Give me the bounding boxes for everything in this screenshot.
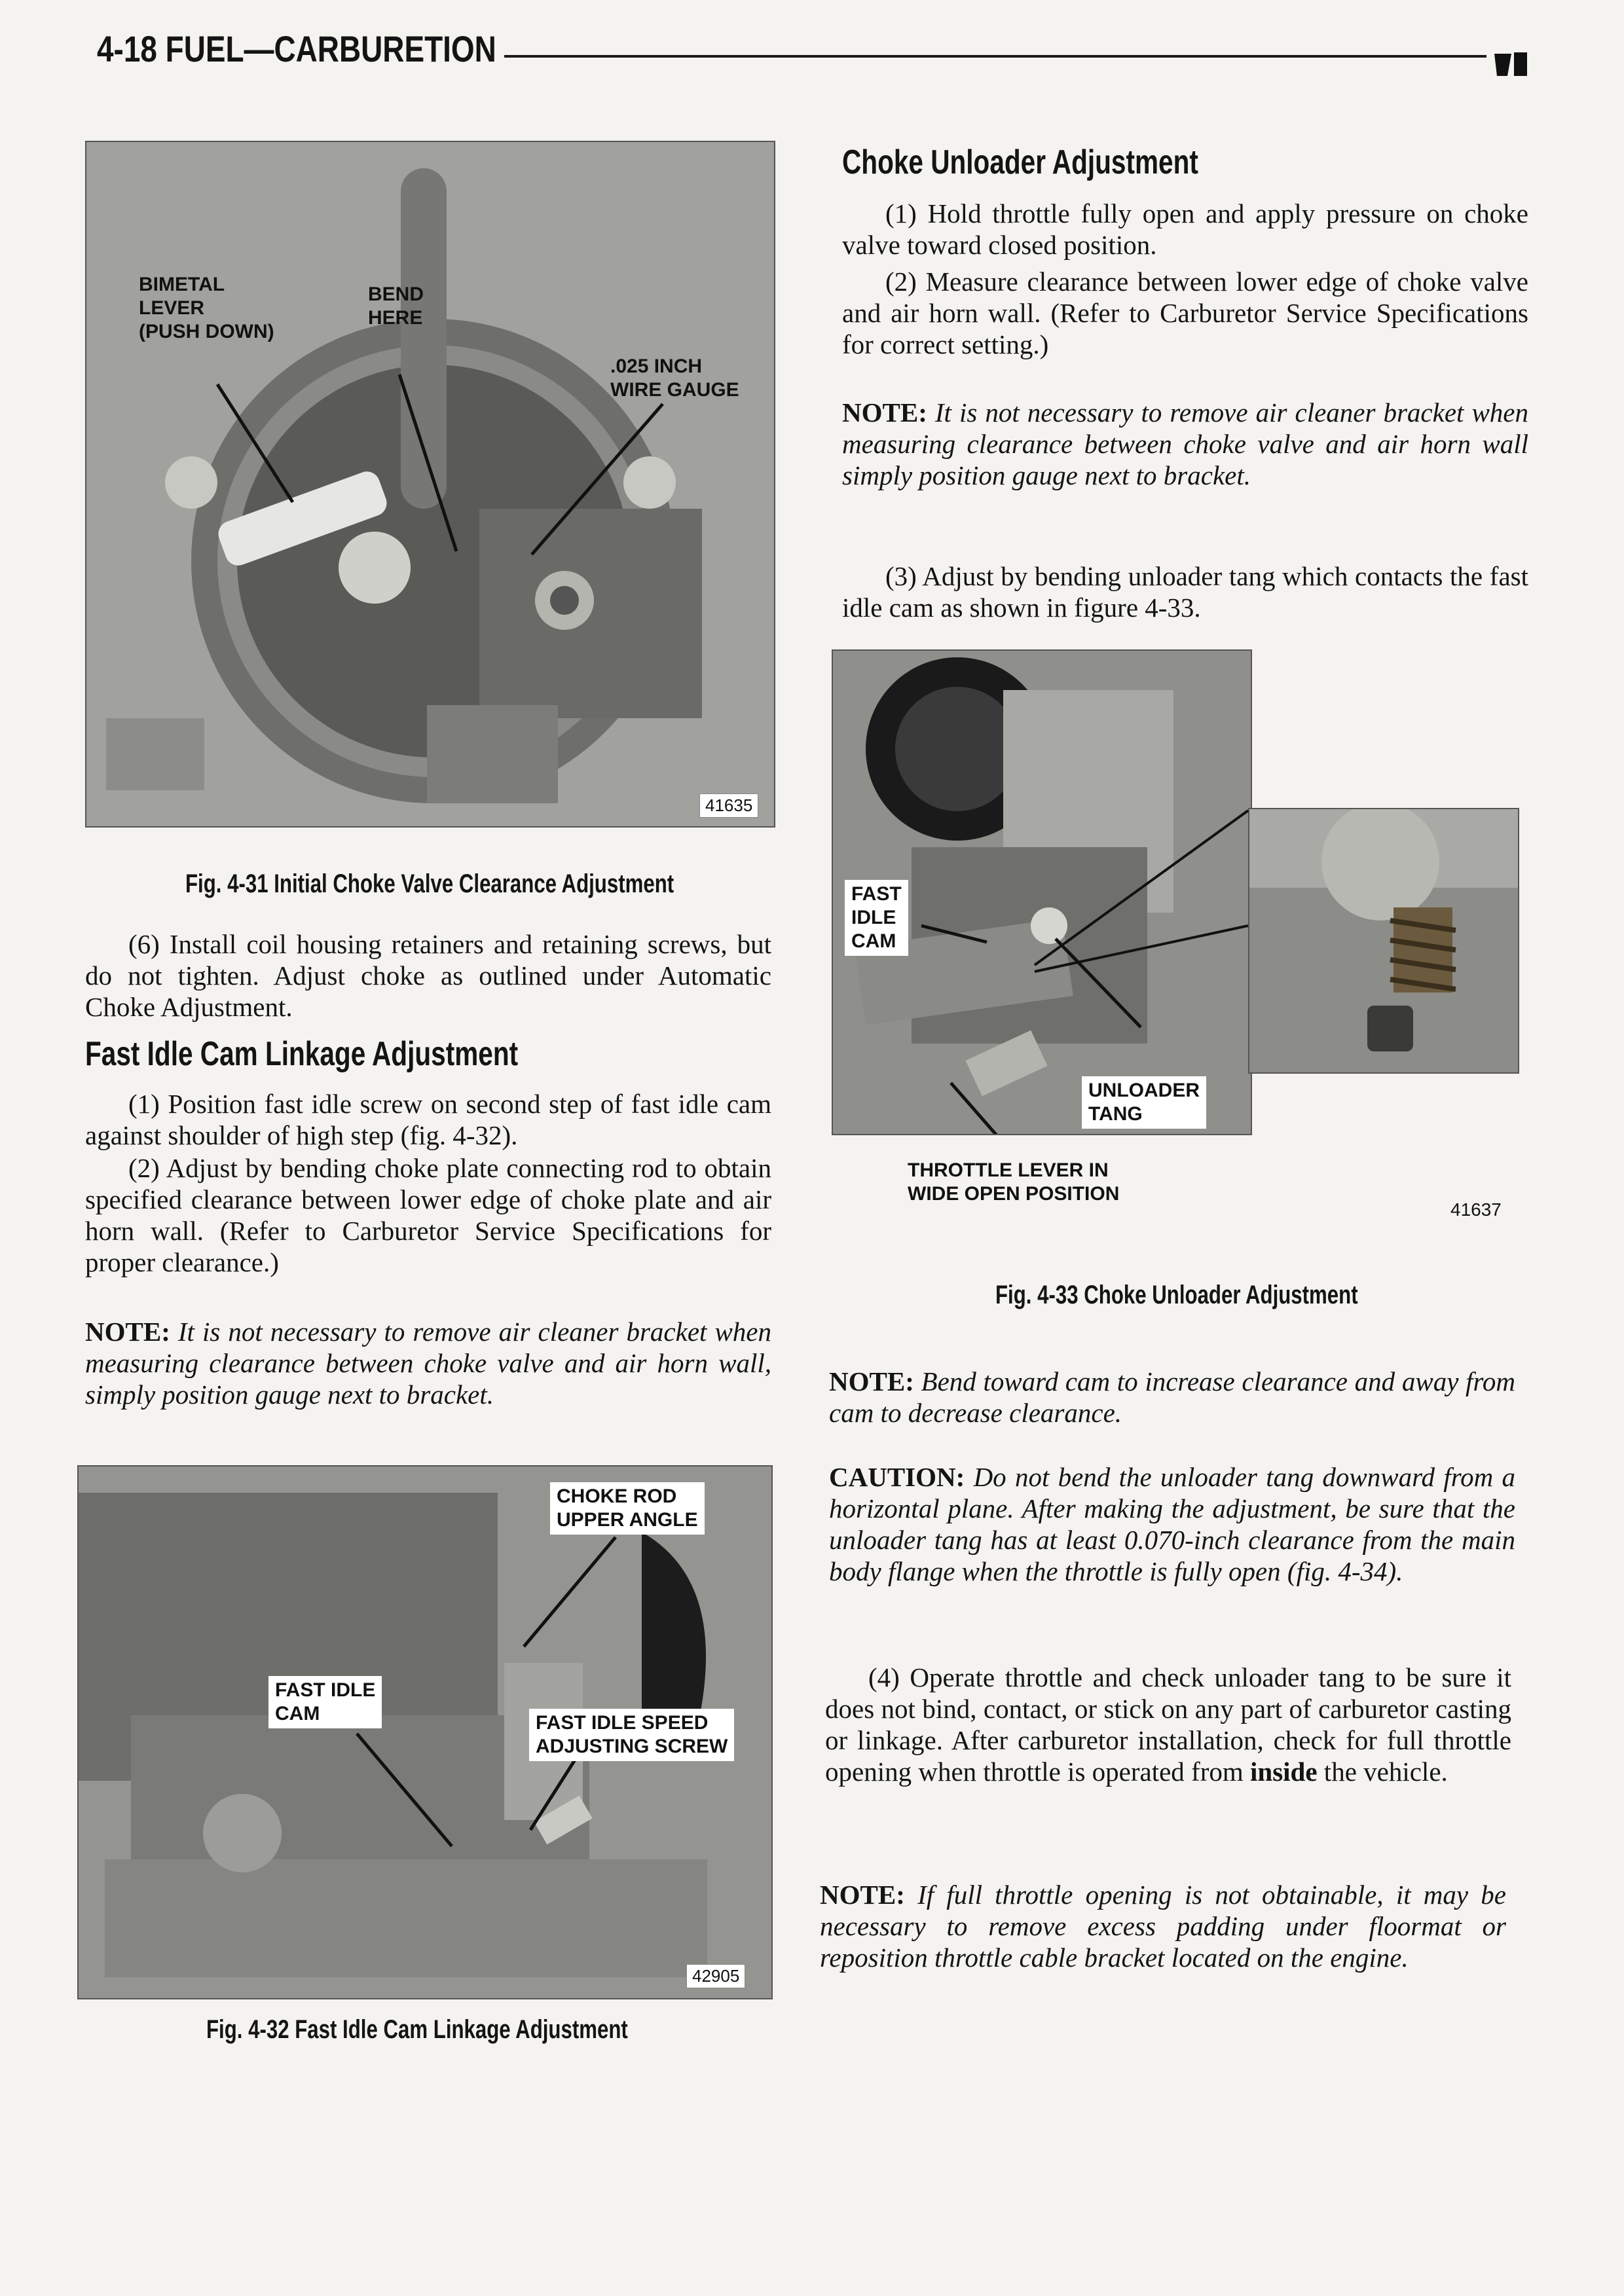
fast-idle-cam-heading: Fast Idle Cam Linkage Adjustment <box>85 1035 519 1073</box>
fig-4-33-inset-photo <box>1248 808 1519 1074</box>
fig-4-31-number: 41635 <box>699 793 758 818</box>
left-note-text: It is not necessary to remove air cleaner bracket when measuring clearance between choke valve and air horn wall, simply position gauge next to bracket. <box>85 1317 771 1410</box>
step4-text-end: the vehicle. <box>1323 1757 1448 1787</box>
bend-here-label: BEND HERE <box>368 283 424 329</box>
fast-idle-step2: (2) Adjust by bending choke plate connecting rod to obtain specified clearance between lower edge of choke plate and air horn wall. (Refer to Carburetor Service Specifications for proper clearance.) <box>85 1153 771 1277</box>
caution-block <box>829 1461 1515 1587</box>
right-note-2-text: Bend toward cam to increase clearance and away from cam to decrease clearance. <box>829 1366 1515 1428</box>
unloader-step1: (1) Hold throttle fully open and apply pressure on choke valve toward closed position. <box>842 198 1528 260</box>
unloader-step3: (3) Adjust by bending unloader tang which contacts the fast idle cam as shown in figure 4-33. <box>842 561 1528 623</box>
header-rule <box>504 55 1486 58</box>
unloader-step4 <box>825 1662 1511 1787</box>
caution-label: CAUTION: <box>829 1462 965 1492</box>
chrysler-pentastar-icon <box>1494 47 1532 77</box>
fig-4-33-caption: Fig. 4-33 Choke Unloader Adjustment <box>995 1281 1358 1309</box>
unloader-step2: (2) Measure clearance between lower edge of choke valve and air horn wall. (Refer to Carburetor Service Specifications for correct setting.) <box>842 266 1528 359</box>
fast-idle-cam-label-32: FAST IDLE CAM <box>268 1676 382 1728</box>
throttle-lever-label: THROTTLE LEVER IN WIDE OPEN POSITION <box>908 1159 1120 1205</box>
wire-gauge-label: .025 INCH WIRE GAUGE <box>610 355 739 401</box>
choke-rod-label: CHOKE ROD UPPER ANGLE <box>550 1482 705 1535</box>
step4-bold-inside: inside <box>1250 1757 1318 1787</box>
left-note-label: NOTE: <box>85 1317 170 1347</box>
unloader-tang-label: UNLOADER TANG <box>1082 1076 1206 1129</box>
fig-4-32-photo <box>77 1465 773 1999</box>
choke-unloader-heading: Choke Unloader Adjustment <box>842 143 1198 181</box>
fig-4-32-number: 42905 <box>686 1964 745 1988</box>
fast-idle-step1: (1) Position fast idle screw on second step of fast idle cam against shoulder of high step (fig. 4-32). <box>85 1089 771 1150</box>
right-note-3 <box>820 1879 1506 1973</box>
right-note-3-label: NOTE: <box>820 1880 905 1910</box>
page-header-title: 4-18 FUEL—CARBURETION <box>97 28 496 69</box>
step4-text: (4) Operate throttle and check unloader tang to be sure it does not bind, contact, or stick on any part of carburetor casting or linkage. After carburetor installation, check for full throttle opening when throttle is operated from <box>825 1662 1511 1787</box>
bimetal-lever-label: BIMETAL LEVER (PUSH DOWN) <box>139 274 274 342</box>
right-note-1-label: NOTE: <box>842 397 927 428</box>
install-coil-paragraph: (6) Install coil housing retainers and retaining screws, but do not tighten. Adjust choke as outlined under Automatic Choke Adjustment. <box>85 929 771 1022</box>
fig-4-31-caption: Fig. 4-31 Initial Choke Valve Clearance Adjustment <box>185 869 674 898</box>
right-note-2 <box>829 1366 1515 1429</box>
left-note <box>85 1316 771 1410</box>
fig-4-33-number: 41637 <box>1450 1199 1502 1220</box>
right-note-1-text: It is not necessary to remove air cleaner bracket when measuring clearance between choke valve and air horn wall simply position gauge next to bracket. <box>842 397 1528 490</box>
fig-4-33-callout-lines <box>1022 808 1251 978</box>
right-note-2-label: NOTE: <box>829 1366 914 1396</box>
fig-4-31-photo <box>85 141 775 828</box>
fast-idle-cam-label-33: FAST IDLE CAM <box>845 880 908 956</box>
right-note-1 <box>842 397 1528 491</box>
fast-idle-speed-screw-label: FAST IDLE SPEED ADJUSTING SCREW <box>529 1709 734 1761</box>
caution-text: Do not bend the unloader tang downward from a horizontal plane. After making the adjustment, be sure that the unloader tang has at least 0.070-inch clearance from the main body flange when the throttle is fully open (fig. 4-34). <box>829 1462 1516 1586</box>
fig-4-32-caption: Fig. 4-32 Fast Idle Cam Linkage Adjustment <box>206 2015 628 2044</box>
right-note-3-text: If full throttle opening is not obtainable, it may be necessary to remove excess padding under floormat or reposition throttle cable bracket located on the engine. <box>820 1880 1506 1973</box>
